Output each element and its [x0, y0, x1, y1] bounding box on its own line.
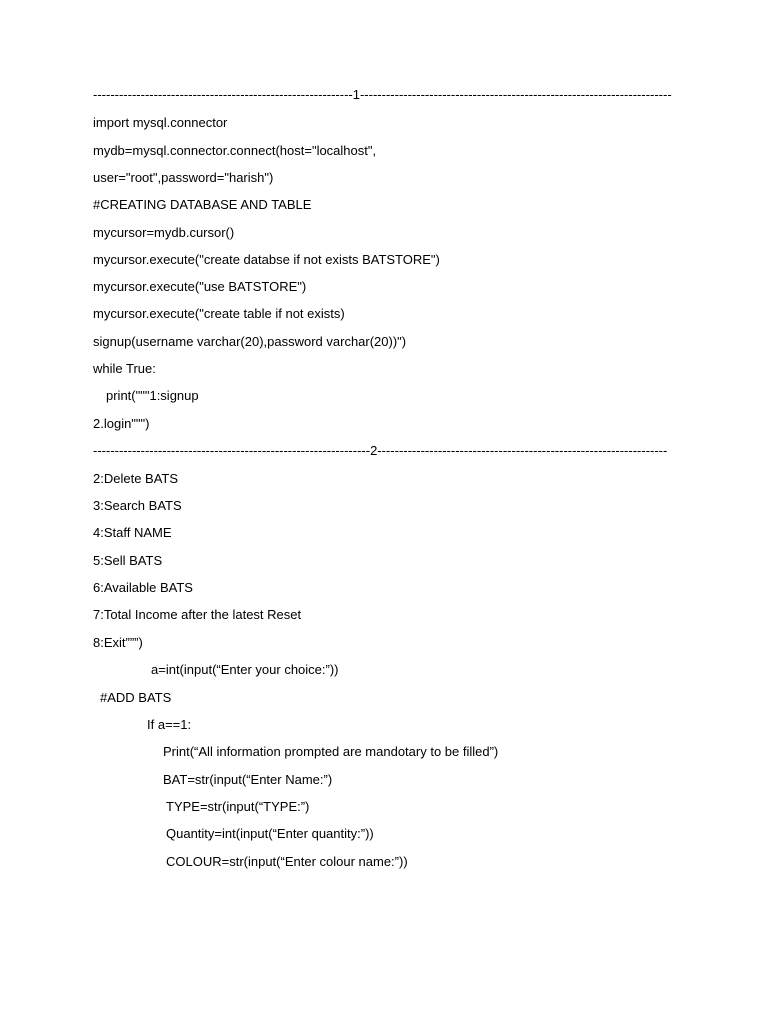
code-line: signup(username varchar(20),password varchar(20))") — [93, 334, 407, 349]
code-line: mycursor.execute("create table if not exists) — [93, 306, 345, 321]
section-separator-2: ----------------------------------------------------------------2------------------------------------------------------------------- — [93, 443, 668, 458]
code-line: 7:Total Income after the latest Reset — [93, 607, 302, 622]
code-line: mycursor.execute("create databse if not exists BATSTORE") — [93, 252, 440, 267]
code-line: while True: — [93, 361, 156, 376]
code-line: print("""1:signup — [106, 388, 199, 403]
code-line: 6:Available BATS — [93, 580, 193, 595]
code-line: TYPE=str(input(“TYPE:”) — [166, 799, 310, 814]
code-line: Print(“All information prompted are mandotary to be filled”) — [163, 744, 499, 759]
code-line: 5:Sell BATS — [93, 553, 163, 568]
code-line: 8:Exit”””) — [93, 635, 143, 650]
code-line: #ADD BATS — [100, 690, 172, 705]
code-line: 3:Search BATS — [93, 498, 182, 513]
code-line: mycursor=mydb.cursor() — [93, 225, 235, 240]
code-line: 2.login""") — [93, 416, 150, 431]
code-line: #CREATING DATABASE AND TABLE — [93, 197, 312, 212]
code-line: mycursor.execute("use BATSTORE") — [93, 279, 307, 294]
code-line: 2:Delete BATS — [93, 471, 179, 486]
code-line: BAT=str(input(“Enter Name:”) — [163, 772, 333, 787]
code-line: COLOUR=str(input(“Enter colour name:”)) — [166, 854, 408, 869]
code-line: 4:Staff NAME — [93, 525, 172, 540]
code-line: import mysql.connector — [93, 115, 228, 130]
code-line: mydb=mysql.connector.connect(host="localhost", — [93, 143, 377, 158]
code-line: a=int(input(“Enter your choice:”)) — [151, 662, 339, 677]
code-line: user="root",password="harish") — [93, 170, 274, 185]
code-line: If a==1: — [147, 717, 192, 732]
code-line: Quantity=int(input(“Enter quantity:”)) — [166, 826, 374, 841]
section-separator-1: ------------------------------------------------------------1------------------------------------------------------------------------ — [93, 87, 672, 102]
